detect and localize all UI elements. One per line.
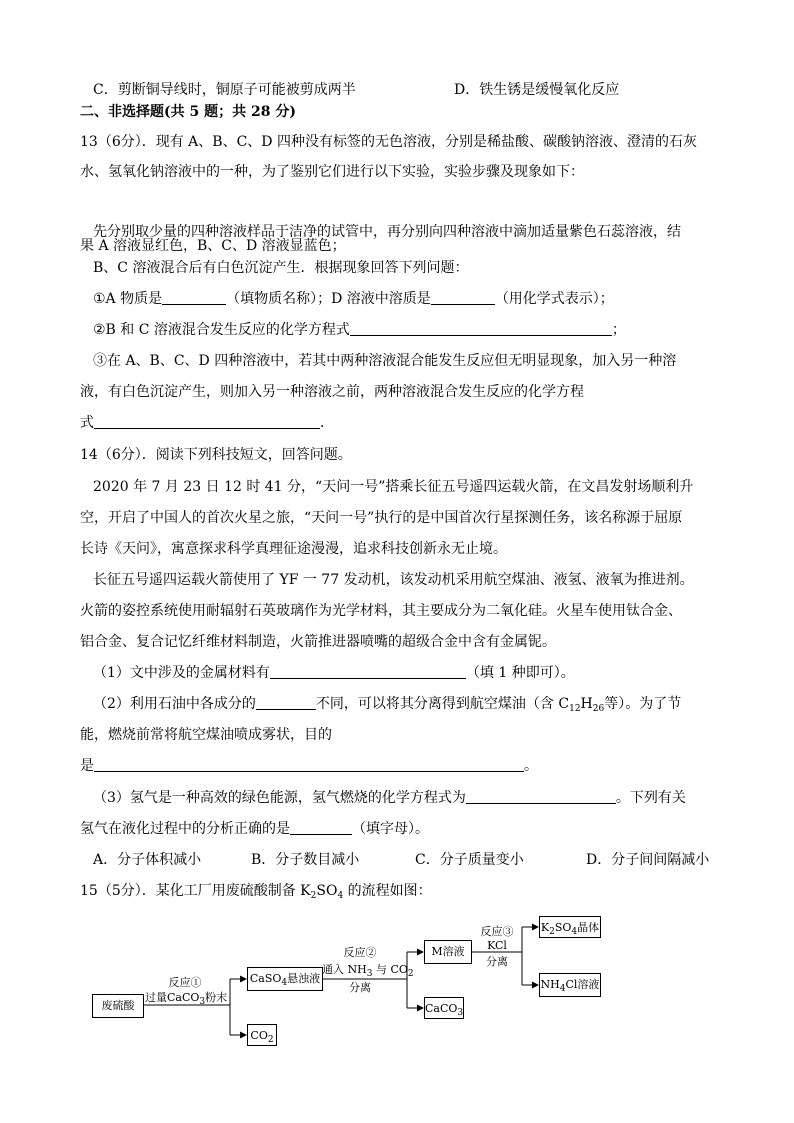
q13-sub-1: ①A 物质是 （填物质名称）；D 溶液中溶质是 （用化学式表示）； bbox=[93, 291, 614, 307]
q14-sub-3: （3）氢气是一种高效的绿色能源，氢气燃烧的化学方程式为 。下列有关 bbox=[93, 790, 686, 806]
q15-line-1: 15（5分）．某化工厂用废硫酸制备 $K_2SO_4$ 的流程如图： bbox=[80, 883, 432, 901]
q14-sub-1: （1）文中涉及的金属材料有 （填 1 种即可）。 bbox=[93, 665, 575, 681]
q14-option-d: D．分子间间隔减小 bbox=[586, 852, 710, 868]
q13-sub-2: ②B 和 C 溶液混合发生反应的化学方程式 ； bbox=[93, 322, 626, 338]
label-reaction-1-reagent: 过量CaCO$_3$粉末 bbox=[145, 991, 228, 1007]
box-caso4-suspension: CaSO$_4$悬浊液 bbox=[247, 967, 323, 991]
box-caco3: CaCO$_3$ bbox=[424, 997, 464, 1019]
q14-sub-2c: 是 。 bbox=[80, 758, 538, 774]
q14-option-a: A．分子体积减小 bbox=[93, 852, 202, 868]
q14-para2-a: 长征五号遥四运载火箭使用了 YF 一 77 发动机，该发动机采用航空煤油、液氢、液氧为推进剂。 bbox=[93, 572, 694, 588]
q13-line-1: 13（6分）．现有 A、B、C、D 四种没有标签的无色溶液，分别是稀盐酸、碳酸钠溶液、澄清的石灰 bbox=[80, 134, 697, 150]
q14-para1-c: 长诗《天问》，寓意探求科学真理征途漫漫，追求科技创新永无止境。 bbox=[80, 541, 507, 557]
q14-line-1: 14（6分）．阅读下列科技短文，回答问题。 bbox=[80, 447, 352, 463]
q12-option-c: C．剪断铜导线时，铜原子可能被剪成两半 bbox=[93, 82, 356, 98]
box-co2: $CO_2$ bbox=[247, 1024, 277, 1046]
q14-sub-3b: 氢气在液化过程中的分析正确的是 （填字母）。 bbox=[80, 821, 429, 837]
q14-para1-b: 空，开启了中国人的首次火星之旅，“天问一号”执行的是中国首次行星探测任务，该名称源于屈原 bbox=[80, 510, 683, 526]
q14-sub-2b: 能，燃烧前常将航空煤油喷成雾状，目的 bbox=[80, 727, 332, 743]
q14-sub-2: （2）利用石油中各成分的 不同，可以将其分离得到航空煤油（含 $C_{12}H_{26}$等）。为了节 bbox=[93, 696, 682, 714]
q12-option-d: D．铁生锈是缓慢氧化反应 bbox=[454, 82, 620, 98]
q14-option-b: B．分子数目减小 bbox=[251, 852, 360, 868]
q13-sub-3b: 液，有白色沉淀产生，则加入另一种溶液之前，两种溶液混合发生反应的化学方程 bbox=[80, 384, 584, 400]
q13-line-2: 水、氢氧化钠溶液中的一种，为了鉴别它们进行以下实验，实验步骤及现象如下： bbox=[80, 164, 584, 180]
label-reaction-3-reagent: KCl bbox=[487, 939, 507, 952]
label-reaction-3: 反应③ bbox=[480, 925, 514, 938]
box-k2so4-crystal: $K_2SO_4$晶体 bbox=[539, 916, 601, 938]
q13-line-3: 先分别取少量的四种溶液样品于洁净的试管中，再分别向四种溶液中滴加适量紫色石蕊溶液，结 bbox=[93, 224, 681, 240]
section-heading: 二、非选择题(共 5 题；共 28 分) bbox=[80, 104, 296, 120]
q13-sub-3c: 式 ． bbox=[80, 415, 334, 431]
q13-line-4: 果 A 溶液显红色，B、C、D 溶液显蓝色； bbox=[80, 238, 346, 254]
box-nh4cl-solution: $NH_4Cl$溶液 bbox=[539, 973, 601, 997]
label-reaction-2-reagent: 通入 $NH_3$ 与 $CO_2$ bbox=[322, 963, 414, 979]
q14-para1-a: 2020 年 7 月 23 日 12 时 41 分，“天问一号”搭乘长征五号遥四运载火箭，在文昌发射场顺利升 bbox=[93, 479, 694, 495]
q13-sub-3: ③在 A、B、C、D 四种溶液中，若其中两种溶液混合能发生反应但无明显现象，加入另一种溶 bbox=[93, 353, 677, 369]
box-waste-acid: 废硫酸 bbox=[92, 994, 144, 1018]
q14-para2-c: 铝合金、复合记忆纤维材料制造，火箭推进器喷嘴的超级合金中含有金属铌。 bbox=[80, 634, 556, 650]
box-m-solution: M溶液 bbox=[424, 940, 472, 964]
q14-option-c: C．分子质量变小 bbox=[415, 852, 524, 868]
label-reaction-3-separate: 分离 bbox=[486, 955, 508, 968]
label-reaction-1: 反应① bbox=[168, 976, 202, 989]
label-reaction-2-separate: 分离 bbox=[349, 981, 371, 994]
q14-para2-b: 火箭的姿控系统使用耐辐射石英玻璃作为光学材料，其主要成分为二氧化硅。火星车使用钛合金、 bbox=[80, 603, 682, 619]
label-reaction-2: 反应② bbox=[343, 946, 377, 959]
q13-line-5: B、C 溶液混合后有白色沉淀产生．根据现象回答下列问题： bbox=[93, 260, 469, 276]
